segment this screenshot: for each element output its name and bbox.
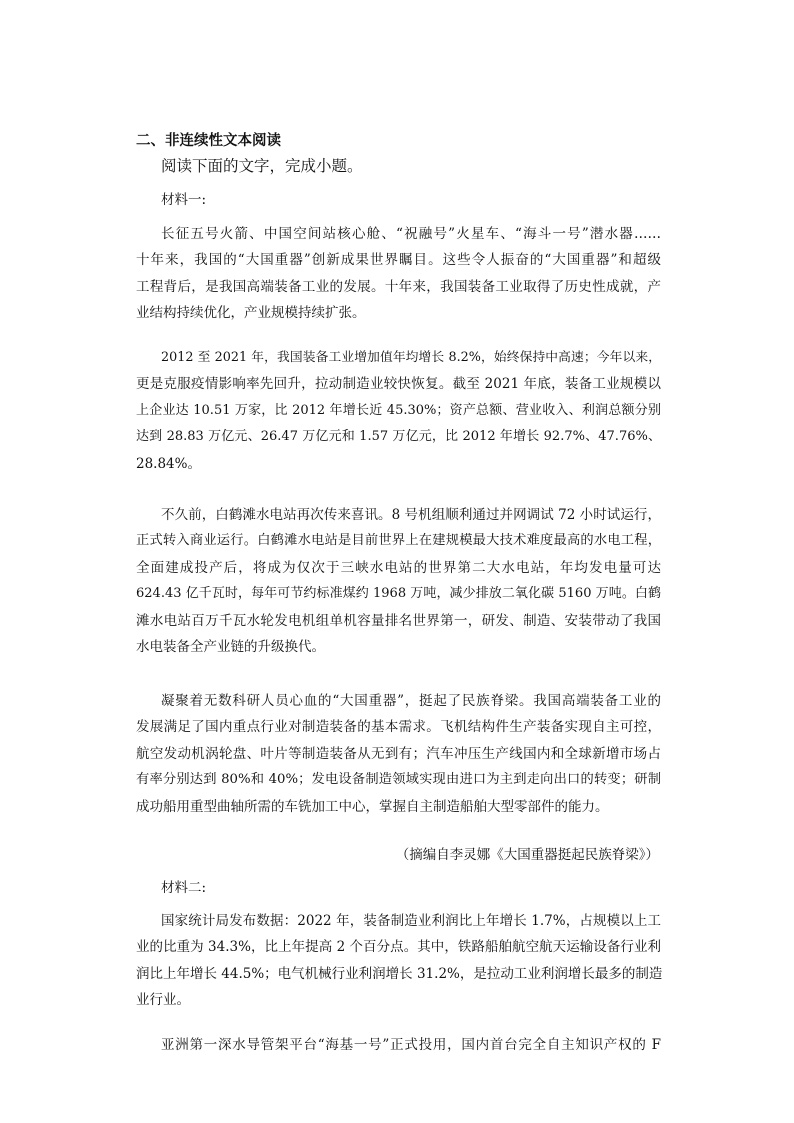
material-2-paragraph-1 bbox=[136, 908, 661, 1014]
text-line: 全面建成投产后，将成为仅次于三峡水电站的世界第二大水电站，年均发电量可达 bbox=[136, 559, 661, 576]
instruction-text: 阅读下面的文字，完成小题。 bbox=[161, 157, 363, 175]
text-line: 上企业达 10.51 万家，比 2012 年增长近 45.30%；资产总额、营业收入、利润总额分别 bbox=[136, 402, 661, 418]
text-line: 滩水电站百万千瓦水轮发电机组单机容量排名世界第一，研发、制造、安装带动了我国 bbox=[136, 612, 661, 629]
section-title: 二、非连续性文本阅读 bbox=[136, 133, 281, 149]
text-line: 十年来，我国的“大国重器”创新成果世界瞩目。这些令人振奋的“大国重器”和超级 bbox=[136, 252, 661, 269]
text-line: 发展满足了国内重点行业对制造装备的基本需求。飞机结构件生产装备实现自主可控， bbox=[136, 719, 661, 736]
text-line: 不久前，白鹤滩水电站再次传来喜讯。8 号机组顺利通过并网调试 72 小时试运行， bbox=[161, 507, 661, 523]
text-line: 润比上年增长 44.5%；电气机械行业利润增长 31.2%，是拉动工业利润增长最多的制造 bbox=[136, 965, 663, 982]
text-line: 624.43 亿千瓦时，每年可节约标准煤约 1968 万吨，减少排放二氧化碳 5160 万吨。白鹤 bbox=[136, 586, 661, 602]
text-line: 2012 至 2021 年，我国装备工业增加值年均增长 8.2%，始终保持中高速；今年以来， bbox=[161, 350, 661, 365]
material-1-label: 材料一: bbox=[161, 192, 207, 208]
material-2-paragraph-2 bbox=[136, 1032, 661, 1058]
text-line: 工程背后，是我国高端装备工业的发展。十年来，我国装备工业取得了历史性成就，产 bbox=[136, 278, 661, 295]
material-2-label: 材料二: bbox=[161, 880, 207, 896]
material-1-paragraph-3 bbox=[136, 502, 661, 660]
material-1-paragraph-2 bbox=[136, 345, 661, 477]
text-line: 长征五号火箭、中国空间站核心舱、“祝融号”火星车、“海斗一号”潜水器…… bbox=[161, 226, 661, 242]
text-line: 成功船用重型曲轴所需的车铣加工中心，掌握自主制造船舶大型零部件的能力。 bbox=[136, 798, 609, 815]
text-line: 凝聚着无数科研人员心血的“大国重器”，挺起了民族脊梁。我国高端装备工业的 bbox=[161, 693, 661, 709]
text-line: 业的比重为 34.3%，比上年提高 2 个百分点。其中，铁路船舶航空航天运输设备行业利 bbox=[136, 939, 661, 956]
text-line: 水电装备全产业链的升级换代。 bbox=[136, 638, 325, 655]
text-line: 28.84%。 bbox=[136, 455, 201, 472]
material-1-paragraph-1 bbox=[136, 221, 661, 327]
source-citation: （摘编自李灵娜《大国重器挺起民族脊梁》） bbox=[395, 847, 659, 863]
text-line: 达到 28.83 万亿元、26.47 万亿元和 1.57 万亿元，比 2012 年增长 92.7%、47.76%、 bbox=[136, 429, 661, 445]
material-1-paragraph-4 bbox=[136, 688, 661, 820]
text-line: 亚洲第一深水导管架平台“海基一号”正式投用，国内首台完全自主知识产权的 F bbox=[161, 1037, 661, 1053]
text-line: 更是克服疫情影响率先回升，拉动制造业较快恢复。截至 2021 年底，装备工业规模以 bbox=[136, 376, 661, 393]
text-line: 正式转入商业运行。白鹤滩水电站是目前世界上在建规模最大技术难度最高的水电工程， bbox=[136, 533, 661, 549]
text-line: 业结构持续优化，产业规模持续扩张。 bbox=[136, 305, 366, 322]
text-line: 航空发动机涡轮盘、叶片等制造装备从无到有；汽车冲压生产线国内和全球新增市场占 bbox=[136, 745, 661, 762]
text-line: 业行业。 bbox=[136, 992, 190, 1009]
text-line: 有率分别达到 80%和 40%；发电设备制造领域实现由进口为主到走向出口的转变；研制 bbox=[136, 772, 661, 788]
text-line: 国家统计局发布数据：2022 年，装备制造业利润比上年增长 1.7%，占规模以上工 bbox=[161, 913, 661, 929]
